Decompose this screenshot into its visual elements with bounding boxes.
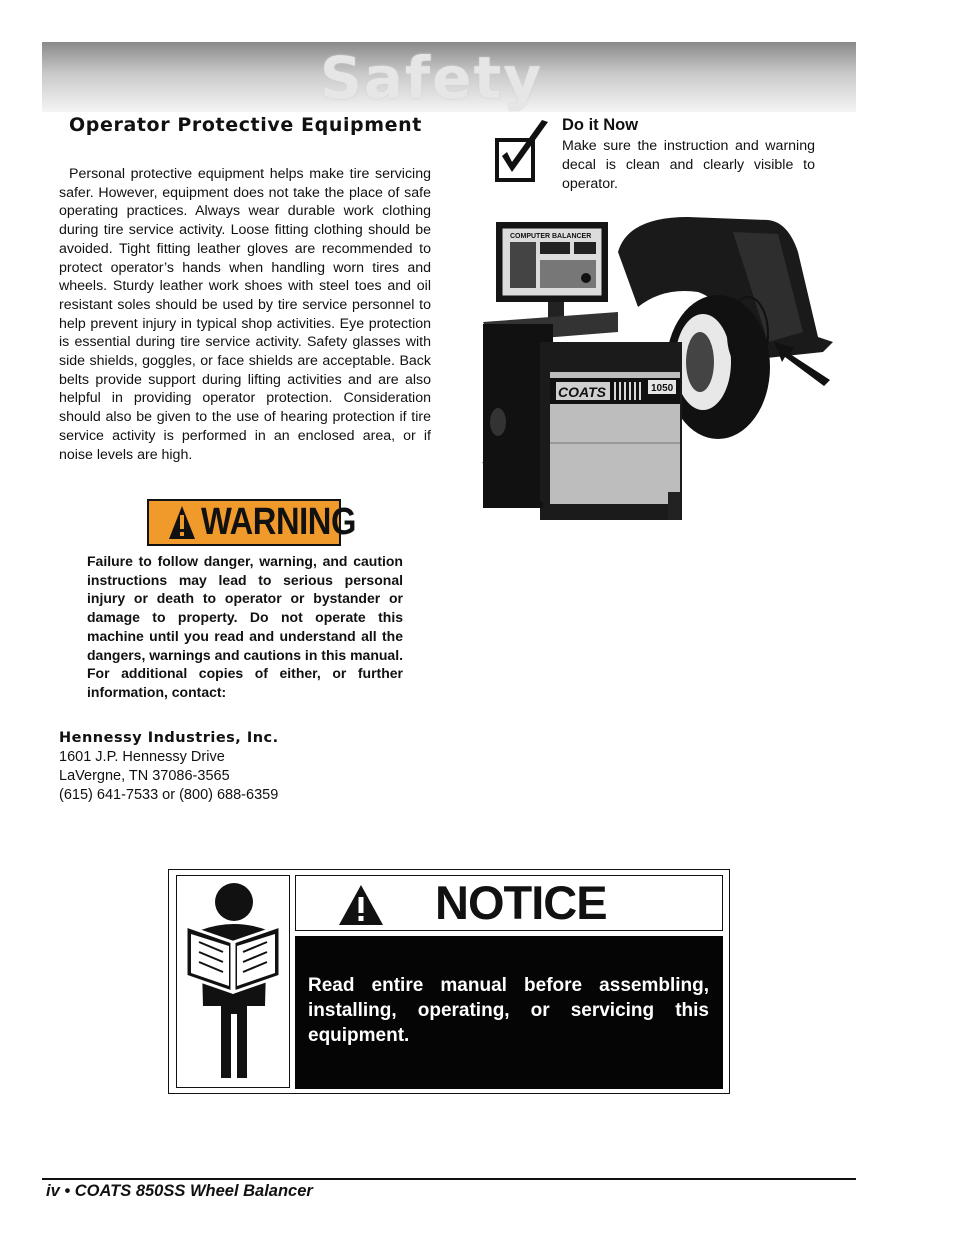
address-city: LaVergne, TN 37086-3565 (59, 768, 230, 784)
notice-warning-triangle-icon (338, 884, 384, 926)
notice-message: Read entire manual before assembling, installing, operating, or servicing this equipment. (308, 975, 709, 1046)
notice-title: NOTICE (435, 876, 607, 929)
do-it-now-text: Make sure the instruction and warning decal is clean and clearly visible to operator. (562, 138, 815, 192)
header-band (42, 42, 856, 112)
page-title: Safety (320, 44, 544, 112)
wheel-balancer-illustration (478, 212, 833, 537)
reading-person-icon (177, 876, 289, 1087)
address-phone: (615) 641-7533 or (800) 688-6359 (59, 787, 279, 803)
notice-header (295, 875, 723, 931)
notice-message-box (295, 936, 723, 1089)
notice-figure-box (176, 875, 290, 1088)
address-street: 1601 J.P. Hennessy Drive (59, 749, 225, 765)
panel-label: COMPUTER BALANCER (510, 233, 592, 240)
warning-triangle-icon (168, 505, 196, 540)
footer-rule (42, 1178, 856, 1180)
do-it-now-title: Do it Now (562, 116, 639, 134)
section-heading: Operator Protective Equipment (69, 114, 422, 136)
brand-label: COATS (558, 384, 606, 400)
warning-label: WARNING (201, 501, 356, 543)
footer-page-label: iv • COATS 850SS Wheel Balancer (46, 1182, 313, 1200)
warning-body-text: Failure to follow danger, warning, and caution instructions may lead to serious personal injury or death to operator or bystander or damage to property. Do not operate this machine until you read and understand all the dangers, warnings and cautions in this manual. For additional copies of either, or further information, contact: (87, 553, 403, 700)
model-label: 1050 (651, 383, 674, 394)
company-name: Hennessy Industries, Inc. (59, 730, 279, 746)
protective-equipment-paragraph: Personal protective equipment helps make tire servicing safer. However, equipment does not take the place of safe operating practices. Always wear durable work clothing during tire service activity. Loose fitting clothing should be avoided. Tight fitting leather gloves are recommended to protect operator’s hands when handling worn tires and wheels. Sturdy leather work shoes with steel toes and oil resistant soles should be used by tire service personnel to help prevent injury in typical shop activities. Eye protection is essential during tire service activity. Safety glasses with side shields, goggles, or face shields are acceptable. Back belts provide support during lifting activities and are also helpful in providing operator protection. Consideration should also be given to the use of hearing protection if tire service activity is performed in an enclosed area, or if noise levels are high. (59, 166, 431, 463)
warning-badge (147, 499, 356, 546)
checkmark-box-icon (494, 118, 552, 184)
